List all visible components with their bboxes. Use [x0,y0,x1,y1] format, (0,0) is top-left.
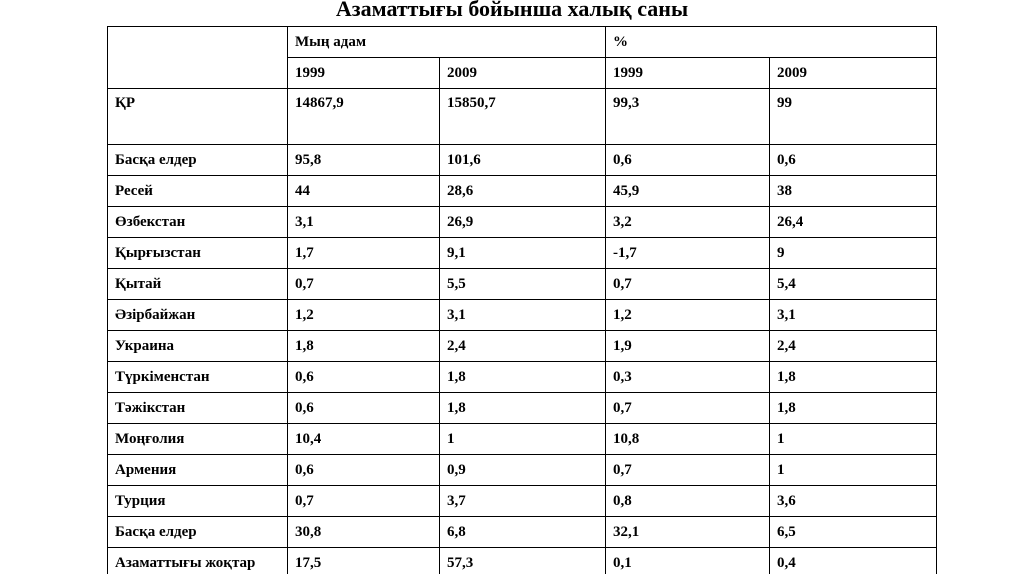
value-cell: 3,7 [440,486,606,517]
table-row [108,424,937,455]
value-cell: 101,6 [440,145,606,176]
value-cell: 0,6 [770,145,937,176]
row-label-cell: Турция [108,486,288,517]
value-cell: 0,4 [770,548,937,574]
value-cell: 0,6 [288,393,440,424]
value-cell: 45,9 [606,176,770,207]
value-cell: 6,8 [440,517,606,548]
value-cell: 28,6 [440,176,606,207]
value-cell: 0,9 [440,455,606,486]
value-cell: 9 [770,238,937,269]
value-cell: 0,6 [288,455,440,486]
header-year-cell: 1999 [606,58,770,89]
value-cell: 0,8 [606,486,770,517]
row-label-cell: Әзірбайжан [108,300,288,331]
page-title: Азаматтығы бойынша халық саны [335,0,689,21]
value-cell: 0,6 [606,145,770,176]
value-cell: 1,8 [288,331,440,362]
header-year-cell: 1999 [288,58,440,89]
value-cell: 57,3 [440,548,606,574]
row-label-cell: Қытай [108,269,288,300]
value-cell: 0,6 [288,362,440,393]
value-cell: 1,8 [440,362,606,393]
header-year-cell: 2009 [440,58,606,89]
value-cell: 1 [440,424,606,455]
value-cell: 14867,9 [288,89,440,145]
table-row [108,548,937,574]
row-label-cell: Қырғызстан [108,238,288,269]
table-row [108,238,937,269]
value-cell: 1,2 [606,300,770,331]
table-row [108,517,937,548]
value-cell: 0,1 [606,548,770,574]
value-cell: 26,9 [440,207,606,238]
value-cell: 95,8 [288,145,440,176]
header-year-cell: 2009 [770,58,937,89]
row-label-cell: Тәжікстан [108,393,288,424]
table-row [108,89,937,145]
row-label-cell: Ресей [108,176,288,207]
value-cell: 1,8 [770,362,937,393]
table-row [108,207,937,238]
value-cell: 6,5 [770,517,937,548]
header-thousand-people: Мың адам [288,27,606,58]
row-label-cell: Түркіменстан [108,362,288,393]
header-corner-cell [108,27,288,89]
value-cell: 32,1 [606,517,770,548]
value-cell: 5,5 [440,269,606,300]
value-cell: 44 [288,176,440,207]
value-cell: 1,8 [440,393,606,424]
value-cell: 3,1 [440,300,606,331]
row-label-cell: Моңғолия [108,424,288,455]
value-cell: 1,9 [606,331,770,362]
value-cell: 3,2 [606,207,770,238]
value-cell: 3,1 [770,300,937,331]
value-cell: 26,4 [770,207,937,238]
value-cell: 10,8 [606,424,770,455]
value-cell: -1,7 [606,238,770,269]
value-cell: 0,7 [606,393,770,424]
table-row [108,455,937,486]
value-cell: 2,4 [440,331,606,362]
header-row-groups [108,27,937,58]
row-label-cell: Өзбекстан [108,207,288,238]
value-cell: 3,6 [770,486,937,517]
table-row [108,145,937,176]
value-cell: 0,7 [288,269,440,300]
value-cell: 1,2 [288,300,440,331]
row-label-cell: Армения [108,455,288,486]
table-row [108,486,937,517]
value-cell: 15850,7 [440,89,606,145]
row-label-cell: Басқа елдер [108,517,288,548]
value-cell: 5,4 [770,269,937,300]
table-row [108,362,937,393]
value-cell: 1 [770,424,937,455]
value-cell: 2,4 [770,331,937,362]
value-cell: 38 [770,176,937,207]
value-cell: 3,1 [288,207,440,238]
row-label-cell: Басқа елдер [108,145,288,176]
table-row [108,269,937,300]
value-cell: 99 [770,89,937,145]
row-label-cell: Азаматтығы жоқтар [108,548,288,574]
row-label-cell: Украина [108,331,288,362]
value-cell: 0,3 [606,362,770,393]
value-cell: 0,7 [288,486,440,517]
value-cell: 30,8 [288,517,440,548]
value-cell: 1,7 [288,238,440,269]
table-row [108,331,937,362]
value-cell: 10,4 [288,424,440,455]
value-cell: 1 [770,455,937,486]
value-cell: 1,8 [770,393,937,424]
row-label-cell: ҚР [108,89,288,145]
value-cell: 99,3 [606,89,770,145]
header-percent: % [606,27,937,58]
table-row [108,300,937,331]
population-table [107,26,937,574]
value-cell: 0,7 [606,455,770,486]
table-row [108,176,937,207]
value-cell: 17,5 [288,548,440,574]
value-cell: 0,7 [606,269,770,300]
table-row [108,393,937,424]
value-cell: 9,1 [440,238,606,269]
